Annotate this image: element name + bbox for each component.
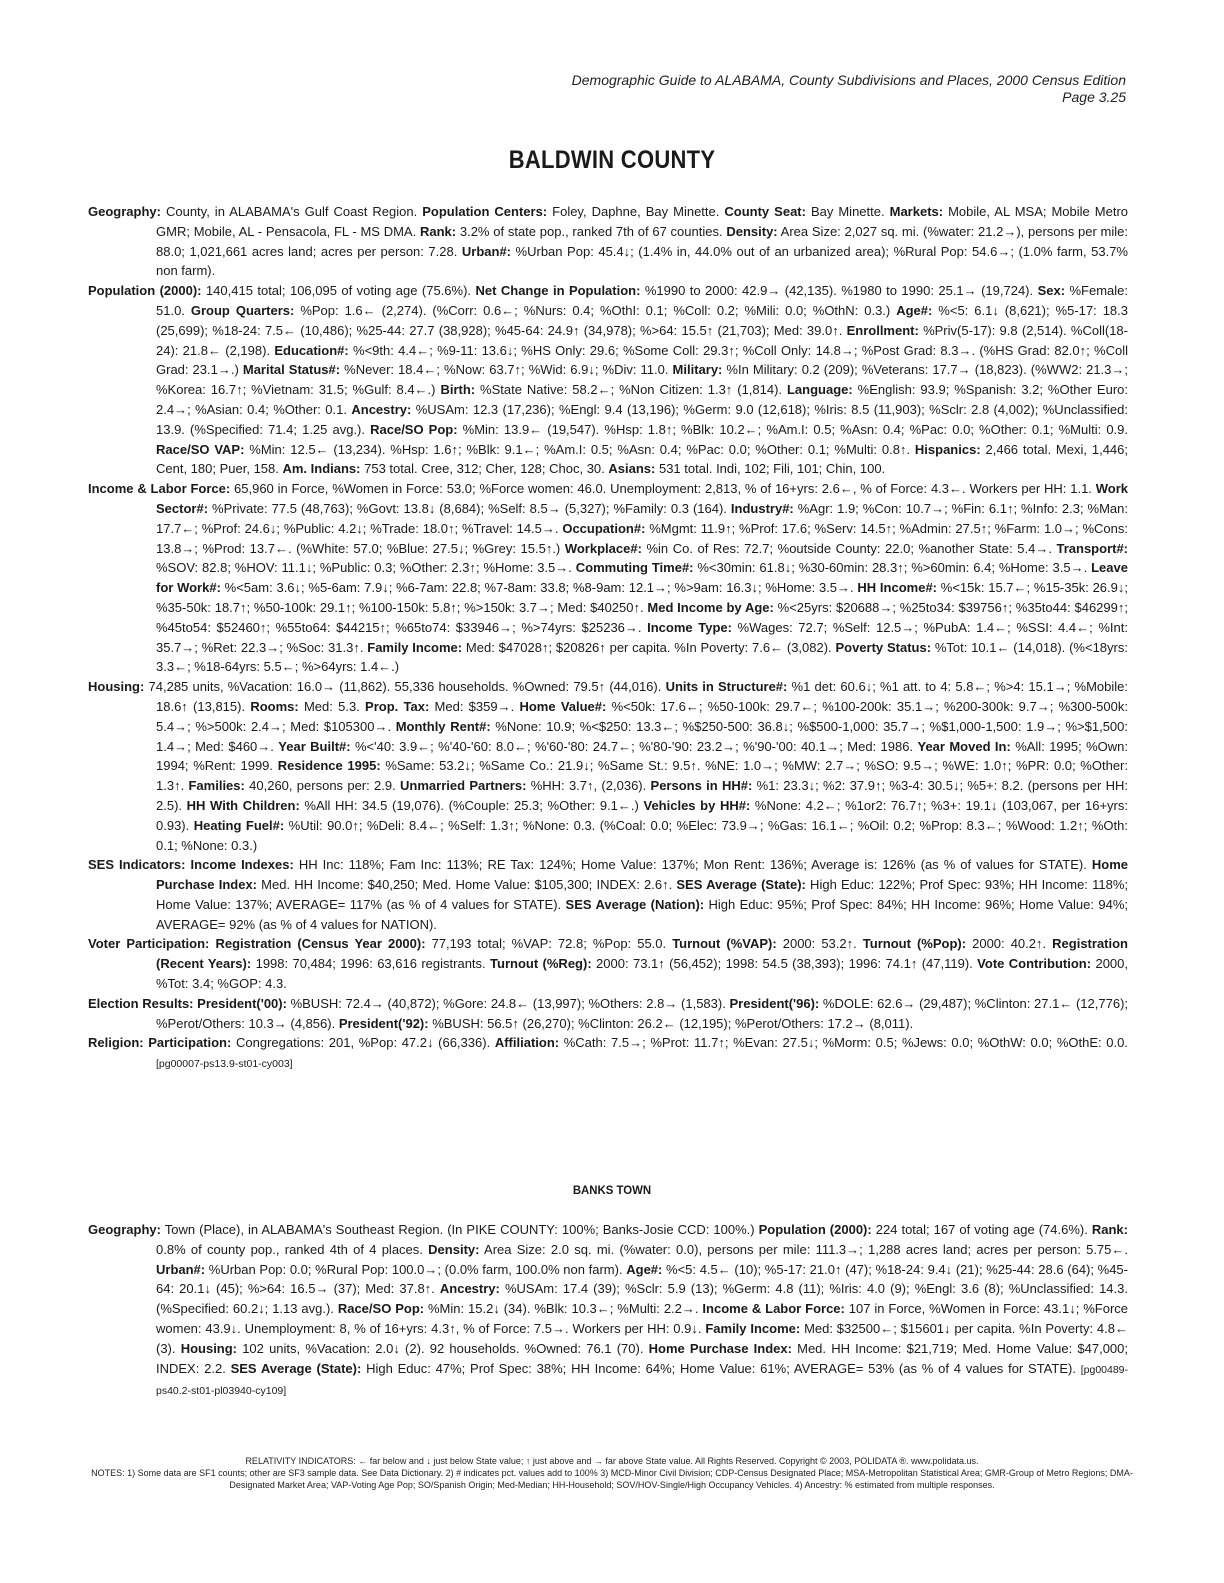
field-text: %DOLE: 62.6→ (29,487); %Clinton: 27.1← (12,776); %Perot/Others: 10.3→ (4,856). <box>156 995 1129 1031</box>
field-text: 140,415 total; 106,095 of voting age (75.6%). <box>201 283 476 299</box>
field-text: 77,193 total; %VAP: 72.8; %Pop: 55.0. <box>425 936 673 952</box>
field-text: %In Military: 0.2 (209); %Veterans: 17.7→ (18,823). (%WW2: 21.3→; %Korea: 16.7↑; %Vietnam: 31.5; %Gulf: 8.4←.) <box>156 362 1129 398</box>
field-text: 224 total; 167 of voting age (74.6%). <box>871 1222 1092 1237</box>
field-text: 753 total. Cree, 312; Cher, 128; Choc, 30. <box>360 461 609 477</box>
field-text: 2000, %Tot: 3.4; %GOP: 4.3. <box>156 956 1128 992</box>
field-label: SES Average (Nation): <box>565 896 705 912</box>
field-label: Birth: <box>440 382 476 398</box>
field-label: Persons in HH#: <box>650 778 753 794</box>
field-text: 2000: 73.1↑ (56,452); 1998: 54.5 (38,393); 1996: 74.1↑ (47,119). <box>591 956 978 972</box>
field-text: 2000: 40.2↑. <box>966 936 1053 952</box>
field-label: Year Moved In: <box>917 738 1011 754</box>
field-text: HH Inc: 118%; Fam Inc: 113%; RE Tax: 124%; Home Value: 137%; Mon Rent: 136%; Average is: 126% (as % of values for STATE). <box>293 857 1092 873</box>
field-text: 102 units, %Vacation: 2.0↓ (2). 92 households. %Owned: 76.1 (70). <box>237 1340 649 1356</box>
field-label: Language: <box>786 382 853 398</box>
entry-ses-indicators <box>88 855 1128 934</box>
field-text: %HH: 3.7↑, (2,036). <box>526 778 651 794</box>
entry-heading: Population (2000): <box>88 283 202 299</box>
entry-religion <box>88 1033 1128 1075</box>
field-label: Rank: <box>1091 1222 1128 1237</box>
field-label: Income & Labor Force: <box>702 1301 845 1317</box>
field-text: %<25yrs: $20688→; %25to34: $39756↑; %35to44: $46299↑; %45to54: $52460↑; %55to64: $44215↑; %65to74: $33946→; %>74yrs: $25236→. <box>156 599 1128 635</box>
field-label: Ancestry: <box>351 401 412 417</box>
field-text: %English: 93.9; %Spanish: 3.2; %Other Euro: 2.4→; %Asian: 0.4; %Other: 0.1. <box>156 382 1129 417</box>
field-text: 65,960 in Force, %Women in Force: 53.0; %Force women: 46.0. Unemployment: 2,813, % of 16+yrs: 2.6←, % of Force: 4.3←. Workers per HH: 1.1. <box>230 481 1096 497</box>
field-text: Med: $47028↑; $20826↑ per capita. %In Poverty: 7.6← (3,082). <box>462 639 836 655</box>
field-text: %Agr: 1.9; %Con: 10.7→; %Fin: 6.1↑; %Info: 2.3; %Man: 17.7←; %Prof: 24.6↓; %Public: 4.2↓; %Trade: 18.0↑; %Travel: 14.5→. <box>156 500 1129 536</box>
field-label: President('00): <box>197 995 287 1011</box>
place-subtitle: BANKS TOWN <box>572 1183 652 1197</box>
field-label: President('96): <box>729 995 820 1011</box>
field-label: SES Average (State): <box>676 877 806 893</box>
field-text: %<5am: 3.6↓; %5-6am: 7.9↓; %6-7am: 22.8; %7-8am: 33.8; %8-9am: 12.1→; %>9am: 16.3↓; %Home: 3.5→. <box>220 580 858 596</box>
field-text: %SOV: 82.8; %HOV: 11.1↓; %Public: 0.3; %Other: 2.3↑; %Home: 3.5→. <box>156 560 576 576</box>
field-label: County Seat: <box>724 204 806 219</box>
field-text: 40,260, persons per: 2.9. <box>244 778 401 794</box>
page-header <box>572 72 1126 106</box>
field-text: 74,285 units, %Vacation: 16.0→ (11,862). 55,336 households. %Owned: 79.5↑ (44,016). <box>144 679 666 695</box>
field-label: Population (2000): <box>758 1222 872 1237</box>
field-text: %Wages: 72.7; %Self: 12.5→; %PubA: 1.4←; %SSI: 4.4←; %Int: 35.7→; %Ret: 22.3→; %Soc: 31.3↑. <box>156 619 1128 655</box>
field-label: Participation: <box>148 1035 232 1051</box>
field-text: %<9th: 4.4←; %9-11: 13.6↓; %HS Only: 29.6; %Some Coll: 29.3↑; %Coll Only: 14.8→; %Post Grad: 8.3→. (%HS Grad: 82.0↑; %Coll Grad: 23.1→.) <box>156 342 1128 378</box>
field-label: SES Average (State): <box>230 1360 362 1376</box>
field-label: Net Change in Population: <box>475 283 641 299</box>
field-label: Hispanics: <box>914 441 981 457</box>
field-text: %Util: 90.0↑; %Deli: 8.4←; %Self: 1.3↑; %None: 0.3. (%Coal: 0.0; %Elec: 73.9→; %Gas: 16.1←; %Oil: 0.2; %Prop: 8.3←; %Wood: 1.2↑; %Oth: 0.1; %None: 0.3.) <box>156 817 1128 853</box>
footer-notes: NOTES: 1) Some data are SF1 counts; other are SF3 sample data. See Data Dictionary. 2) # indicates pct. values add to 100% 3) MCD-Minor Civil Division; CDP-Census Designated Place; MSA-Metropolitan Statistical Area; GMR-Group of Metro Regions; DMA-Designated Market Area; VAP-Voting Age Pop; SO/Spanish Origin; Med-Median; HH-Household; SOV/HOV-Single/High Occupancy Vehicles. 4) Ancestry: % estimated from multiple responses. <box>91 1468 1133 1490</box>
field-text: Med. HH Income: $21,719; Med. Home Value: $47,000; INDEX: 2.2. <box>156 1340 1129 1376</box>
field-text: Med: $32500←; $15601↓ per capita. %In Poverty: 4.8← (3). <box>156 1320 1128 1356</box>
field-label: Registration (Recent Years): <box>156 936 1128 972</box>
field-text: Med: $359→. <box>429 698 520 714</box>
entry-heading: Religion: <box>88 1035 144 1051</box>
field-label: HH With Children: <box>186 797 300 813</box>
entry-election-results <box>88 994 1128 1034</box>
field-text: %<50k: 17.6←; %50-100k: 29.7←; %100-200k: 35.1→; %200-300k: 9.7→; %300-500k: 5.4→; %>500k: 2.4→; Med: $105300→. <box>156 698 1128 734</box>
field-text: %Pop: 1.6← (2,274). (%Corr: 0.6←; %Nurs: 0.4; %OthI: 0.1; %Coll: 0.2; %Mili: 0.0; %OthN: 0.3.) <box>294 302 897 318</box>
header-doc-title: Demographic Guide to ALABAMA, County Subdivisions and Places, 2000 Census Edition <box>571 72 1126 88</box>
field-label: Home Purchase Index: <box>156 857 1128 893</box>
entry-heading: Housing: <box>88 679 145 695</box>
field-label: Heating Fuel#: <box>193 817 285 833</box>
field-label: Am. Indians: <box>282 461 361 477</box>
entry-place-geography <box>88 1220 1128 1402</box>
field-text: Mobile, AL MSA; Mobile Metro GMR; Mobile, AL - Pensacola, FL - MS DMA. <box>156 204 1129 239</box>
field-text: %in Co. of Res: 72.7; %outside County: 22.0; %another State: 5.4→. <box>641 540 1057 556</box>
field-label: Registration (Census Year 2000): <box>215 936 426 952</box>
field-label: Residence 1995: <box>277 758 381 774</box>
field-text: %<15k: 15.7←; %15-35k: 26.9↓; %35-50k: 18.7↑; %50-100k: 29.1↑; %100-150k: 5.8↑; %>150k: 3.7→; Med: $40250↑. <box>156 580 1128 615</box>
field-label: Turnout (%Pop): <box>862 936 967 952</box>
field-label: Population Centers: <box>422 204 548 219</box>
field-text: Area Size: 2,027 sq. mi. (%water: 21.2→), persons per mile: 88.0; 1,021,661 acres land; acres per person: 7.28. <box>156 223 1129 259</box>
field-label: Units in Structure#: <box>665 679 788 695</box>
field-text: High Educ: 95%; Prof Spec: 84%; HH Income: 96%; Home Value: 94%; AVERAGE= 92% (as % of 4 values for NATION). <box>156 896 1128 932</box>
field-label: Markets: <box>889 204 944 219</box>
field-text: Town (Place), in ALABAMA's Southeast Region. (In PIKE COUNTY: 100%; Banks-Josie CCD: 100%.) <box>160 1222 759 1237</box>
field-label: Sex: <box>1037 283 1066 299</box>
field-label: Families: <box>188 778 245 794</box>
field-label: Industry#: <box>730 500 794 516</box>
field-label: Home Purchase Index: <box>648 1340 792 1356</box>
field-text: %Min: 13.9← (19,547). %Hsp: 1.8↑; %Blk: 10.2←; %Am.I: 0.5; %Asn: 0.4; %Pac: 0.0; %Other: 0.1; %Multi: 0.9. <box>457 421 1129 437</box>
field-text: %Urban Pop: 45.4↓; (1.4% in, 44.0% out of an urbanized area); %Rural Pop: 54.6→; (1.0% farm, 53.7% non farm). <box>156 243 1128 279</box>
field-text: %1 det: 60.6↓; %1 att. to 4: 5.8←; %>4: 15.1→; %Mobile: 18.6↑ (13,815). <box>156 679 1129 714</box>
field-text: Foley, Daphne, Bay Minette. <box>547 204 725 219</box>
field-text: Congregations: 201, %Pop: 47.2↓ (66,336). <box>231 1035 495 1051</box>
field-text: %USAm: 12.3 (17,236); %Engl: 9.4 (13,196); %Germ: 9.0 (12,618); %Iris: 8.5 (11,903); %Sclr: 2.8 (4,002); %Unclassified: 13.9. (%Specified: 71.4; 1.25 avg.). <box>156 401 1129 437</box>
field-text: %<5: 4.5← (10); %5-17: 21.0↑ (47); %18-24: 9.4↓ (21); %25-44: 28.6 (64); %45-64: 20.1↓ (45); %>64: 16.5→ (37); Med: 37.8↑. <box>156 1261 1128 1297</box>
field-label: Military: <box>672 362 723 378</box>
field-label: Urban#: <box>156 1261 206 1277</box>
field-text: %All: 1995; %Own: 1994; %Rent: 1999. <box>156 738 1129 774</box>
field-text: 531 total. Indi, 102; Fili, 101; Chin, 100. <box>655 461 886 477</box>
field-text: %BUSH: 72.4→ (40,872); %Gore: 24.8← (13,997); %Others: 2.8→ (1,583). <box>286 995 730 1011</box>
source-code: [pg00007-ps13.9-st01-cy003] <box>156 1058 293 1071</box>
entry-heading: Geography: <box>88 1222 161 1237</box>
field-label: Transport#: <box>1056 540 1129 556</box>
field-text: %Mgmt: 11.9↑; %Prof: 17.6; %Serv: 14.5↑; %Admin: 27.5↑; %Farm: 1.0→; %Cons: 13.8→; %Prod: 13.7←. (%White: 57.0; %Blue: 27.5↓; %Grey: 15.5↑.) <box>156 520 1128 556</box>
field-label: Age#: <box>626 1261 663 1277</box>
field-text: 3.2% of state pop., ranked 7th of 67 counties. <box>456 223 727 239</box>
field-text: %Female: 51.0. <box>156 283 1128 318</box>
field-label: Affiliation: <box>494 1035 560 1051</box>
field-label: Rooms: <box>250 698 299 714</box>
field-label: Race/SO VAP: <box>156 441 245 457</box>
field-text: %<'40: 3.9←; %'40-'60: 8.0←; %'60-'80: 24.7←; %'80-'90: 23.2→; %'90-'00: 40.1→; Med: 1986. <box>350 738 918 754</box>
field-text: %None: 4.2←; %1or2: 76.7↑; %3+: 19.1↓ (103,067, per 16+yrs: 0.93). <box>156 797 1129 833</box>
field-label: Rank: <box>419 223 457 239</box>
place-profile <box>88 1220 1128 1402</box>
field-text: %Private: 77.5 (48,763); %Govt: 13.8↓ (8,684); %Self: 8.5→ (5,327); %Family: 0.3 (164). <box>208 500 731 516</box>
entry-heading: SES Indicators: <box>88 857 186 873</box>
field-text: %Never: 18.4←; %Now: 63.7↑; %Wid: 6.9↓; %Div: 11.0. <box>340 362 673 378</box>
field-label: Race/SO Pop: <box>337 1301 425 1317</box>
field-text: %Urban Pop: 0.0; %Rural Pop: 100.0→; (0.0% farm, 100.0% non farm). <box>205 1261 627 1277</box>
field-text: Med: 5.3. <box>298 698 366 714</box>
field-text: %Cath: 7.5→; %Prot: 11.7↑; %Evan: 27.5↓; %Morm: 0.5; %Jews: 0.0; %OthW: 0.0; %OthE: 0.0. <box>559 1035 1128 1051</box>
field-text: %Min: 12.5← (13,234). %Hsp: 1.6↑; %Blk: 9.1←; %Am.I: 0.5; %Asn: 0.4; %Pac: 0.0; %Other: 0.1; %Multi: 0.8↑. <box>244 441 915 457</box>
field-text: %1990 to 2000: 42.9→ (42,135). %1980 to 1990: 25.1→ (19,724). <box>640 283 1038 299</box>
field-text: %All HH: 34.5 (19,076). (%Couple: 25.3; %Other: 9.1←.) <box>299 797 644 813</box>
entry-housing <box>88 677 1128 855</box>
field-label: Family Income: <box>367 639 463 655</box>
header-page-number: Page 3.25 <box>1062 89 1126 105</box>
field-text: Area Size: 2.0 sq. mi. (%water: 0.0), persons per mile: 111.3→; 1,288 acres land; acres per person: 5.75←. <box>479 1241 1129 1257</box>
field-label: Education#: <box>274 342 349 358</box>
entry-heading: Voter Participation: <box>88 936 210 952</box>
field-text: %Same: 53.2↓; %Same Co.: 21.9↓; %Same St.: 9.5↑. %NE: 1.0→; %MW: 2.7→; %SO: 9.5→; %WE: 1.0↑; %PR: 0.0; %Other: 1.3↑. <box>156 758 1128 794</box>
entry-heading: Income & Labor Force: <box>88 481 231 497</box>
entry-population <box>88 281 1128 479</box>
page-footer <box>90 1455 1134 1491</box>
field-label: Race/SO Pop: <box>370 421 458 437</box>
field-label: Poverty Status: <box>835 639 932 655</box>
entry-heading: Geography: <box>88 204 161 219</box>
entry-heading: Election Results: <box>88 995 194 1011</box>
field-text: %Tot: 10.1← (14,018). (%<18yrs: 3.3←; %18-64yrs: 5.5←; %>64yrs: 1.4←.) <box>156 639 1128 675</box>
relativity-indicators: RELATIVITY INDICATORS: ← far below and ↓ just below State value; ↑ just above and → far above State value. All Rights Reserved. Copyright © 2003, POLIDATA ®. www.polidata.us. <box>245 1456 979 1466</box>
field-label: Vote Contribution: <box>977 956 1092 972</box>
field-label: Age#: <box>896 302 933 318</box>
field-text: Bay Minette. <box>805 204 890 219</box>
field-label: HH Income#: <box>857 580 938 596</box>
field-text: 1998: 70,484; 1996: 63,616 registrants. <box>251 956 491 972</box>
field-label: Workplace#: <box>564 540 642 556</box>
field-text: %None: 10.9; %<$250: 13.3←; %$250-500: 36.8↓; %$500-1,000: 35.7→; %$1,000-1,500: 1.9→; %>$1,500: 1.4→; Med: $460→. <box>156 718 1128 754</box>
field-label: Turnout (%Reg): <box>490 956 592 972</box>
field-text: County, in ALABAMA's Gulf Coast Region. <box>160 204 423 219</box>
field-text: %1: 23.3↓; %2: 37.9↑; %3-4: 30.5↓; %5+: 8.2. (persons per HH: 2.5). <box>156 778 1128 813</box>
field-text: %<5: 6.1↓ (8,621); %5-17: 18.3 (25,699); %18-24: 7.5← (10,486); %25-44: 27.7 (38,928); %45-64: 24.9↑ (34,978); %>64: 15.5↑ (21,703); Med: 39.0↑. <box>156 302 1129 338</box>
entry-income-labor <box>88 479 1128 677</box>
field-label: Prop. Tax: <box>365 698 430 714</box>
field-text: 107 in Force, %Women in Force: 43.1↓; %Force women: 43.9↓. Unemployment: 8, % of 16+yrs: 4.3↑, % of Force: 7.5→. Workers per HH: 0.9↓. <box>156 1301 1129 1336</box>
field-text: %Min: 15.2↓ (34). %Blk: 10.3←; %Multi: 2.2→. <box>424 1301 703 1317</box>
field-label: Leave for Work#: <box>156 560 1128 596</box>
field-label: President('92): <box>338 1015 429 1031</box>
field-text: %USAm: 17.4 (39); %Sclr: 5.9 (13); %Germ: 4.8 (11); %Iris: 4.0 (9); %Engl: 3.6 (8); %Unclassified: 14.3. (%Specified: 60.2↓; 1.13 avg.). <box>156 1281 1128 1317</box>
field-label: Enrollment: <box>846 322 919 338</box>
field-text: Med. HH Income: $40,250; Med. Home Value: $105,300; INDEX: 2.6↑. <box>257 877 677 893</box>
field-label: Group Quarters: <box>190 302 295 318</box>
county-profile <box>88 202 1128 1075</box>
field-label: Occupation#: <box>562 520 646 536</box>
field-label: Year Built#: <box>278 738 351 754</box>
field-text: High Educ: 122%; Prof Spec: 93%; HH Income: 118%; Home Value: 137%; AVERAGE= 117% (as % of 4 values for STATE). <box>156 877 1128 912</box>
field-text: %State Native: 58.2←; %Non Citizen: 1.3↑ (1,814). <box>475 382 787 398</box>
field-label: Marital Status#: <box>242 362 341 378</box>
field-text: 2000: 53.2↑. <box>776 936 863 952</box>
field-label: Work Sector#: <box>156 481 1128 516</box>
field-label: Density: <box>428 1241 480 1257</box>
field-label: Turnout (%VAP): <box>672 936 777 952</box>
field-label: Asians: <box>608 461 656 477</box>
field-text: High Educ: 47%; Prof Spec: 38%; HH Income: 64%; Home Value: 61%; AVERAGE= 53% (as % of 4 values for STATE). <box>361 1360 1081 1376</box>
field-label: Med Income by Age: <box>647 599 774 615</box>
field-label: Ancestry: <box>439 1281 500 1297</box>
field-label: Unmarried Partners: <box>400 778 527 794</box>
entry-geography <box>88 202 1128 281</box>
field-label: Monthly Rent#: <box>395 718 491 734</box>
field-text: 0.8% of county pop., ranked 4th of 4 places. <box>156 1241 429 1257</box>
page-title: BALDWIN COUNTY <box>508 146 716 174</box>
field-text: %<30min: 61.8↓; %30-60min: 28.3↑; %>60min: 6.4; %Home: 3.5→. <box>693 560 1092 576</box>
field-label: Home Value#: <box>519 698 607 714</box>
field-label: Urban#: <box>461 243 512 259</box>
field-text: %BUSH: 56.5↑ (26,270); %Clinton: 26.2← (12,195); %Perot/Others: 17.2→ (8,011). <box>428 1015 914 1031</box>
field-label: Vehicles by HH#: <box>643 797 751 813</box>
field-label: Income Indexes: <box>190 857 294 873</box>
field-label: Family Income: <box>705 1320 801 1336</box>
field-text: %Priv(5-17): 9.8 (2,514). %Coll(18-24): 21.8← (2,198). <box>156 322 1128 358</box>
field-label: Income Type: <box>647 619 732 635</box>
entry-voter-participation <box>88 934 1128 993</box>
field-label: Housing: <box>180 1340 238 1356</box>
source-code: [pg00489-ps40.2-st01-pl03940-cy109] <box>156 1363 1129 1398</box>
field-label: Commuting Time#: <box>575 560 694 576</box>
field-text: 2,466 total. Mexi, 1,446; Cent, 180; Puer, 158. <box>156 441 1128 477</box>
field-label: Density: <box>726 223 778 239</box>
